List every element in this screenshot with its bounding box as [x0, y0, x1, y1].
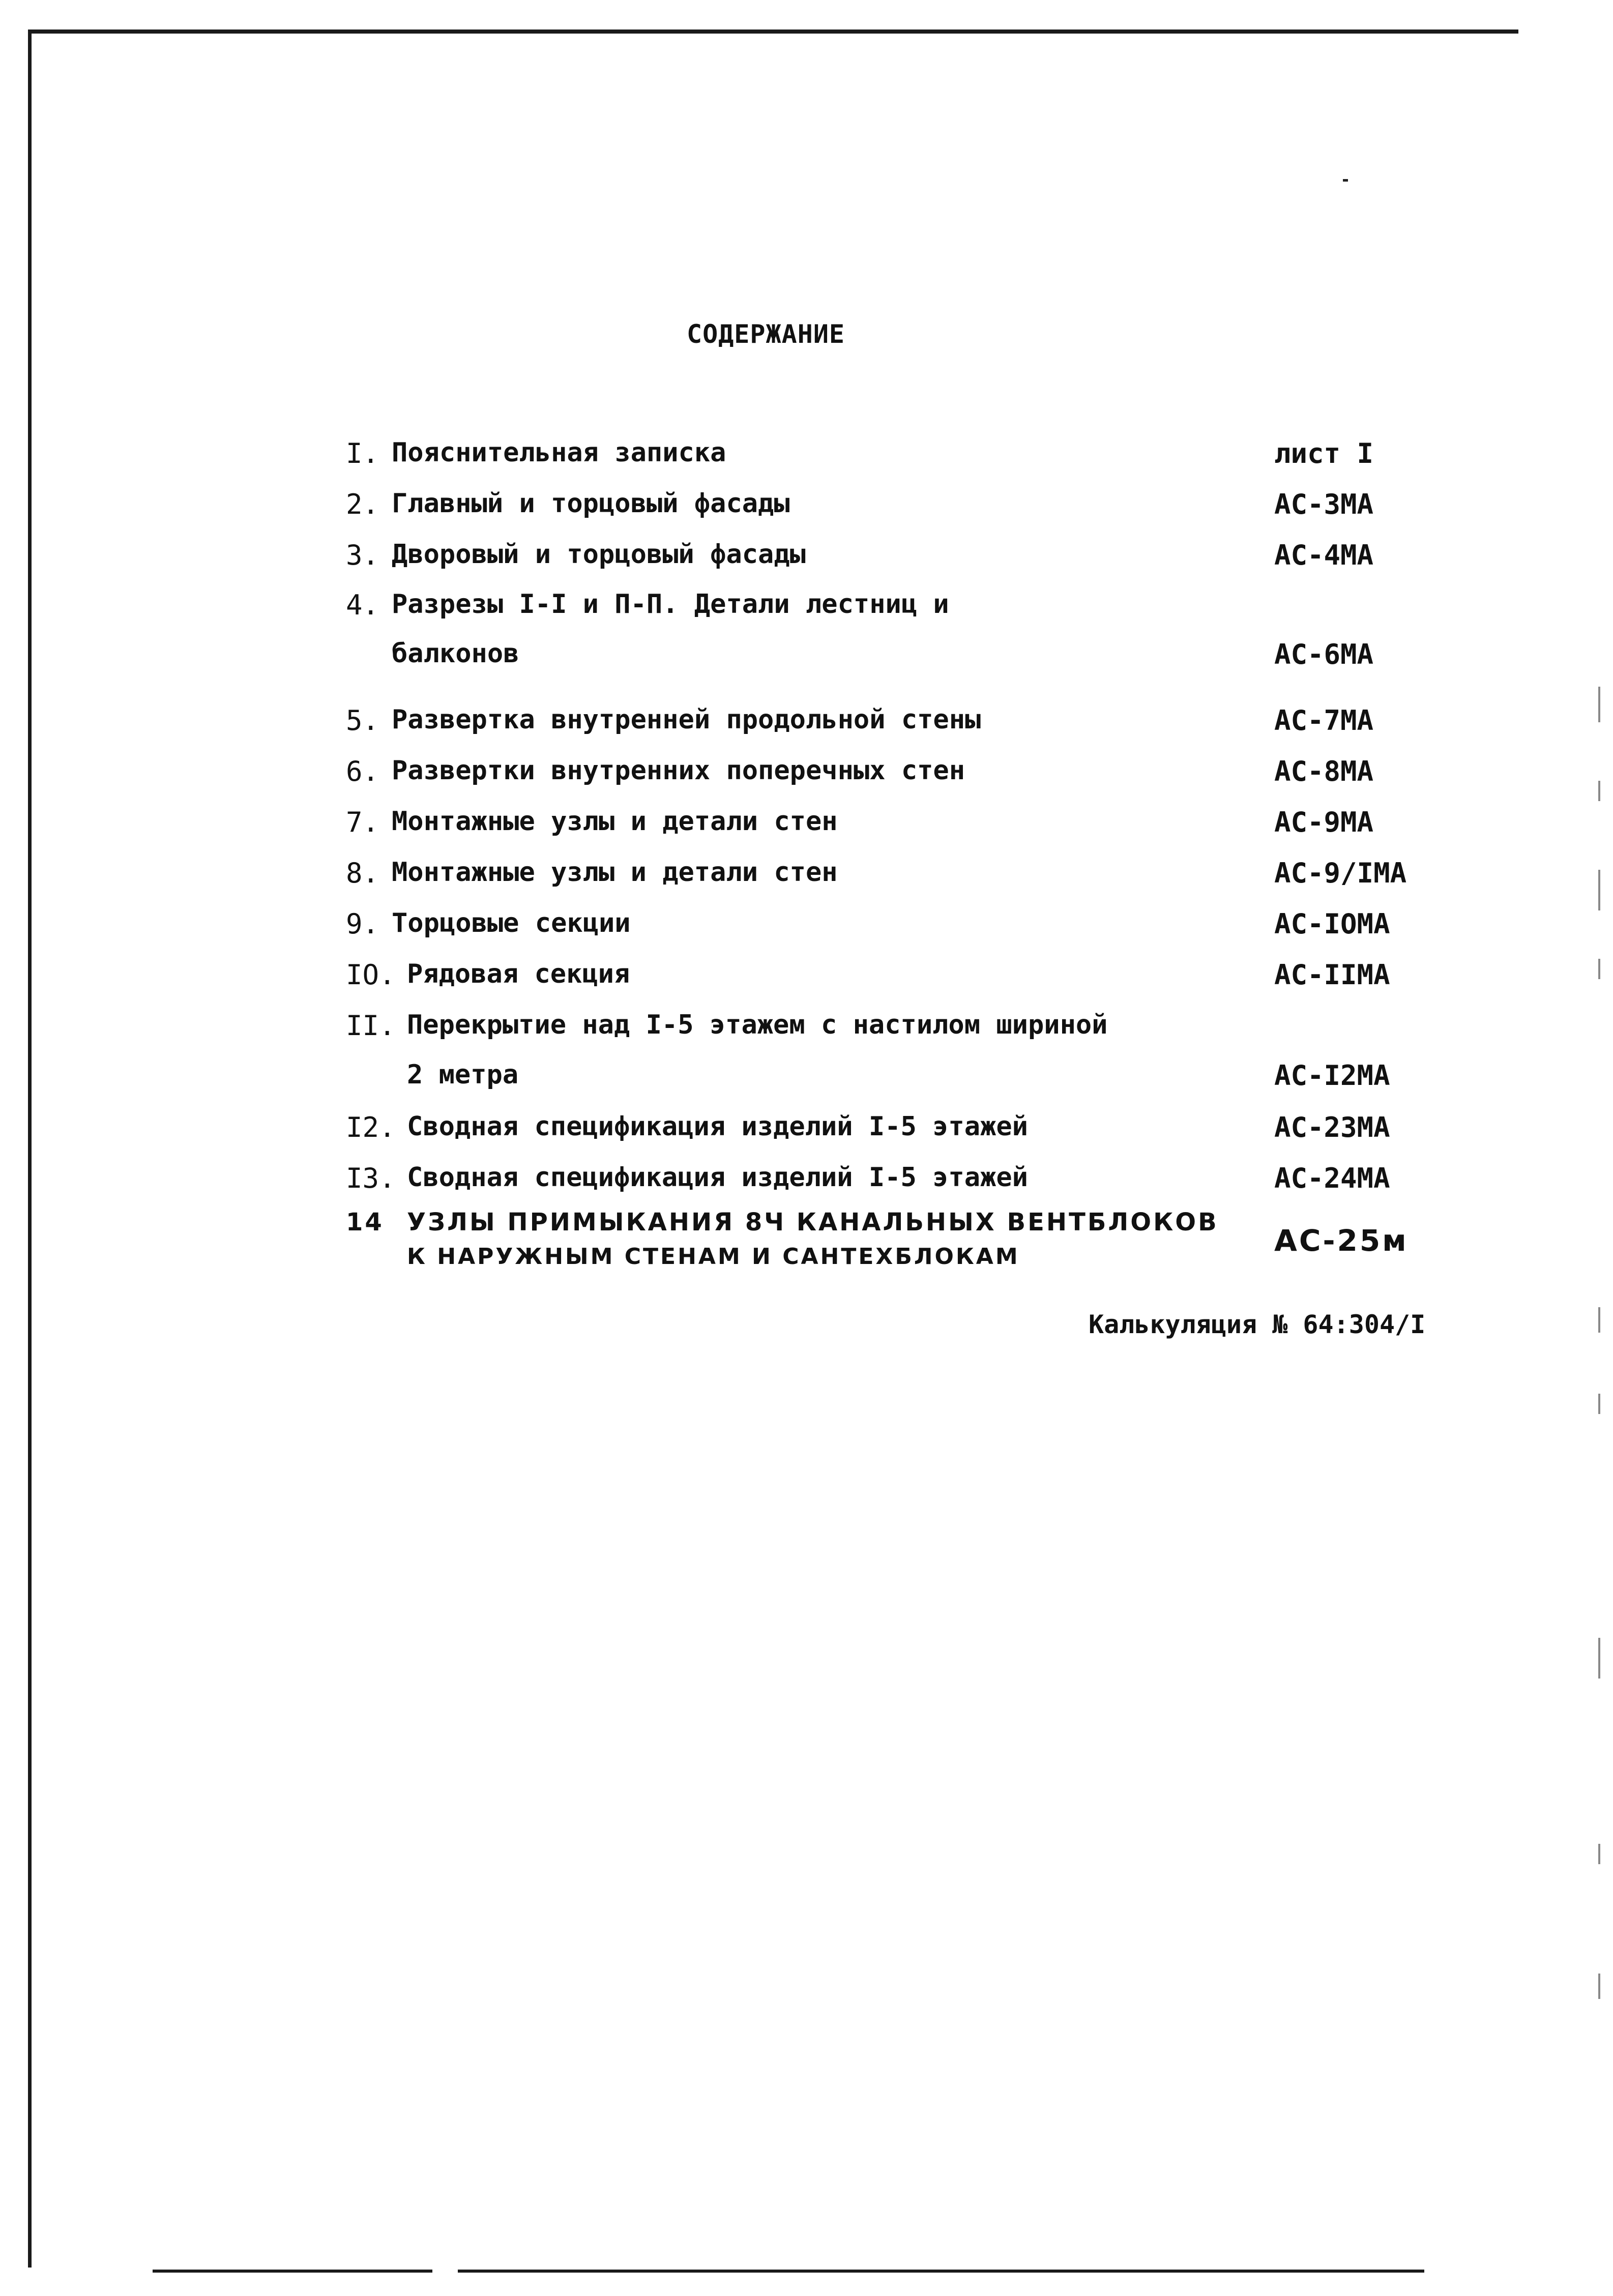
toc-item-number: 6.: [346, 755, 379, 787]
toc-item-1: [0, 437, 1613, 473]
toc-item-sheet: АС-25м: [1274, 1223, 1409, 1258]
toc-item-sheet: АС-I2МА: [1274, 1059, 1390, 1092]
toc-item-number: 9.: [346, 908, 379, 940]
toc-item-title-continuation: балконов: [392, 638, 519, 669]
toc-item-sheet: АС-8МА: [1274, 755, 1374, 787]
toc-item-12: [0, 1111, 1613, 1147]
toc-item-number: I.: [346, 437, 379, 469]
toc-item-number: 5.: [346, 704, 379, 737]
toc-item-6: [0, 755, 1613, 791]
toc-item-number: 7.: [346, 806, 379, 838]
toc-item-5: [0, 704, 1613, 740]
toc-item-title: Разрезы I-I и П-П. Детали лестниц и: [392, 589, 949, 620]
calculation-number: Калькуляция № 64:304/I: [1089, 1310, 1426, 1339]
toc-item-title: Монтажные узлы и детали стен: [392, 857, 838, 888]
toc-item-number: 2.: [346, 488, 379, 520]
toc-item-number: 14: [346, 1208, 384, 1237]
toc-item-10: [0, 959, 1613, 994]
toc-item-title: Торцовые секции: [392, 908, 631, 938]
toc-item-sheet: АС-IОМА: [1274, 908, 1390, 940]
toc-item-title: Дворовый и торцовый фасады: [392, 539, 806, 570]
toc-item-title: Монтажные узлы и детали стен: [392, 806, 838, 837]
toc-item-number: IO.: [346, 959, 396, 991]
toc-item-title: Сводная спецификация изделий I-5 этажей: [407, 1111, 1028, 1142]
toc-item-11-continuation: [0, 1059, 1613, 1095]
toc-item-sheet: АС-9МА: [1274, 806, 1374, 838]
toc-item-13: [0, 1162, 1613, 1198]
toc-item-sheet: АС-23МА: [1274, 1111, 1390, 1143]
toc-item-2: [0, 488, 1613, 524]
toc-item-title: Рядовая секция: [407, 959, 630, 989]
toc-item-14-continuation: [0, 1223, 1613, 1279]
toc-item-sheet: АС-7МА: [1274, 704, 1374, 737]
toc-item-title-continuation: 2 метра: [407, 1059, 519, 1090]
toc-item-number: I2.: [346, 1111, 396, 1143]
toc-item-sheet: АС-6МА: [1274, 638, 1374, 670]
document-title: СОДЕРЖАНИЕ: [687, 319, 845, 349]
toc-item-sheet: АС-4МА: [1274, 539, 1374, 571]
toc-item-11: [0, 1010, 1613, 1045]
toc-item-sheet: АС-24МА: [1274, 1162, 1390, 1194]
toc-item-title: Сводная спецификация изделий I-5 этажей: [407, 1162, 1028, 1193]
toc-item-sheet: АС-IIМА: [1274, 959, 1390, 991]
toc-item-title-continuation: К НАРУЖНЫМ СТЕНАМ И САНТЕХБЛОКАМ: [407, 1244, 1020, 1270]
toc-item-number: II.: [346, 1010, 396, 1042]
toc-item-title: УЗЛЫ ПРИМЫКАНИЯ 8Ч КАНАЛЬНЫХ ВЕНТБЛОКОВ: [407, 1208, 1219, 1237]
toc-item-4: [0, 589, 1613, 625]
toc-item-number: I3.: [346, 1162, 396, 1194]
toc-item-title: Главный и торцовый фасады: [392, 488, 790, 519]
toc-item-title: Пояснительная записка: [392, 437, 726, 468]
toc-item-sheet: лист I: [1274, 437, 1374, 469]
toc-item-sheet: АС-3МА: [1274, 488, 1374, 520]
toc-item-9: [0, 908, 1613, 944]
toc-item-8: [0, 857, 1613, 893]
toc-item-title: Развертки внутренних поперечных стен: [392, 755, 965, 786]
toc-item-number: 3.: [346, 539, 379, 571]
toc-item-3: [0, 539, 1613, 575]
toc-item-sheet: АС-9/IМА: [1274, 857, 1407, 889]
toc-item-4-continuation: [0, 638, 1613, 674]
toc-item-title: Перекрытие над I-5 этажем с настилом шириной: [407, 1010, 1108, 1040]
toc-item-7: [0, 806, 1613, 842]
toc-item-number: 4.: [346, 589, 379, 621]
toc-item-title: Развертка внутренней продольной стены: [392, 704, 981, 735]
toc-item-number: 8.: [346, 857, 379, 889]
